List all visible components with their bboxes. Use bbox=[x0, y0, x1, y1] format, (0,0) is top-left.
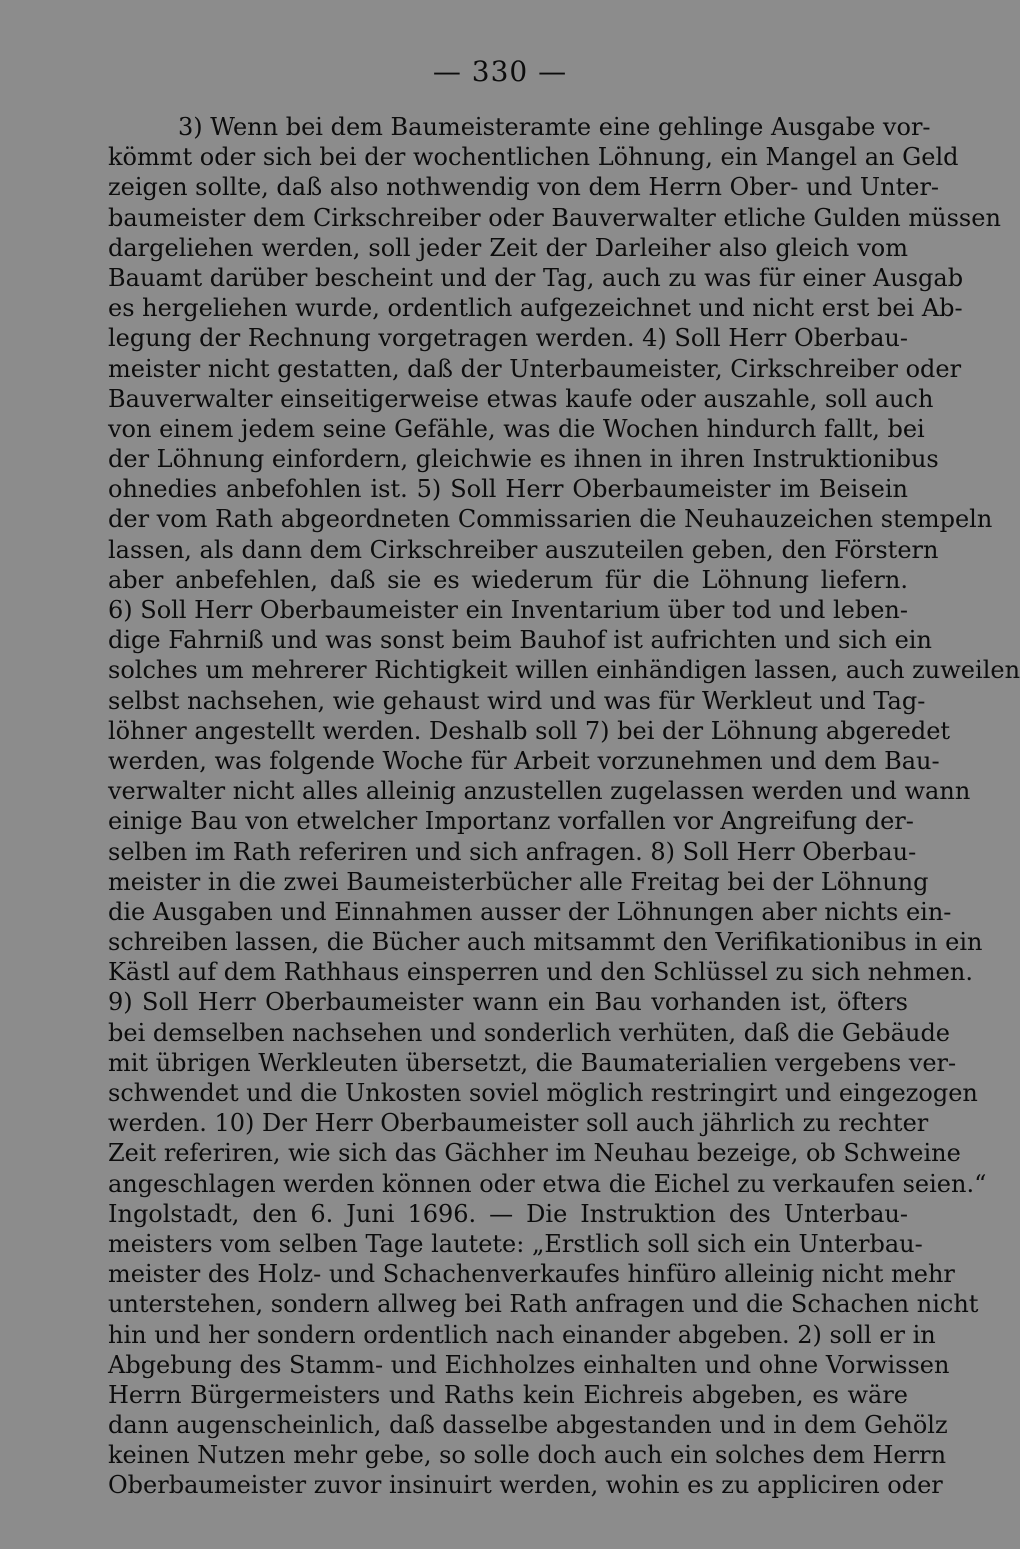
text-line: Bauamt darüber bescheint und der Tag, auch zu was für einer Ausgab bbox=[108, 263, 964, 292]
text-line: ohnedies anbefohlen ist. 5) Soll Herr Oberbaumeister im Beisein bbox=[108, 475, 908, 504]
text-line: werden. 10) Der Herr Oberbaumeister soll auch jährlich zu rechter bbox=[108, 1109, 929, 1138]
text-line: es hergeliehen wurde, ordentlich aufgezeichnet und nicht erst bei Ab- bbox=[108, 294, 963, 323]
body-text bbox=[108, 112, 1020, 1501]
text-line: Ingolstadt, den 6. Juni 1696. — Die Instruktion des Unterbau- bbox=[108, 1199, 908, 1228]
text-line: bei demselben nachsehen und sonderlich verhüten, daß die Gebäude bbox=[108, 1018, 951, 1047]
text-line: lassen, als dann dem Cirkschreiber auszuteilen geben, den Förstern bbox=[108, 535, 939, 564]
text-line: unterstehen, sondern allweg bei Rath anfragen und die Schachen nicht bbox=[108, 1290, 979, 1319]
text-line: Abgebung des Stamm- und Eichholzes einhalten und ohne Vorwissen bbox=[108, 1350, 950, 1379]
text-line: Zeit referiren, wie sich das Gächher im Neuhau bezeige, ob Schweine bbox=[108, 1139, 961, 1168]
text-line: dargeliehen werden, soll jeder Zeit der Darleiher also gleich vom bbox=[108, 233, 908, 262]
text-line: kömmt oder sich bei der wochentlichen Löhnung, ein Mangel an Geld bbox=[108, 143, 959, 172]
text-line: selben im Rath referiren und sich anfragen. 8) Soll Herr Oberbau- bbox=[108, 837, 917, 866]
text-line: aber anbefehlen, daß sie es wiederum für die Löhnung liefern. bbox=[108, 565, 908, 594]
page-number: — 330 — bbox=[432, 55, 568, 88]
text-line: hin und her sondern ordentlich nach einander abgeben. 2) soll er in bbox=[108, 1320, 936, 1349]
text-line: der vom Rath abgeordneten Commissarien die Neuhauzeichen stempeln bbox=[108, 505, 993, 534]
text-line: mit übrigen Werkleuten übersetzt, die Baumaterialien vergebens ver- bbox=[108, 1048, 957, 1077]
text-line: schreiben lassen, die Bücher auch mitsammt den Verifikationibus in ein bbox=[108, 928, 983, 957]
text-line: baumeister dem Cirkschreiber oder Bauverwalter etliche Gulden müssen bbox=[108, 203, 1001, 232]
text-line: zeigen sollte, daß also nothwendig von dem Herrn Ober- und Unter- bbox=[108, 173, 940, 202]
text-line: einige Bau von etwelcher Importanz vorfallen vor Angreifung der- bbox=[108, 807, 914, 836]
text-line: der Löhnung einfordern, gleichwie es ihnen in ihren Instruktionibus bbox=[108, 445, 939, 474]
text-line: löhner angestellt werden. Deshalb soll 7) bei der Löhnung abgeredet bbox=[108, 716, 951, 745]
text-line: dige Fahrniß und was sonst beim Bauhof ist aufrichten und sich ein bbox=[108, 626, 932, 655]
text-line: von einem jedem seine Gefähle, was die Wochen hindurch fallt, bei bbox=[108, 414, 925, 443]
text-line: 9) Soll Herr Oberbaumeister wann ein Bau vorhanden ist, öfters bbox=[108, 988, 908, 1017]
text-line: meisters vom selben Tage lautete: „Erstlich soll sich ein Unterbau- bbox=[108, 1229, 923, 1258]
text-line: schwendet und die Unkosten soviel möglich restringirt und eingezogen bbox=[108, 1079, 978, 1107]
text-line: meister des Holz- und Schachenverkaufes hinfüro alleinig nicht mehr bbox=[108, 1260, 955, 1289]
text-line: verwalter nicht alles alleinig anzustellen zugelassen werden und wann bbox=[108, 777, 971, 806]
text-line: angeschlagen werden können oder etwa die Eichel zu verkaufen seien.“ bbox=[108, 1169, 987, 1198]
text-line: Kästl auf dem Rathhaus einsperren und den Schlüssel zu sich nehmen. bbox=[108, 958, 973, 987]
text-line: Herrn Bürgermeisters und Raths kein Eichreis abgeben, es wäre bbox=[108, 1380, 908, 1409]
text-line: solches um mehrerer Richtigkeit willen einhändigen lassen, auch zuweilen bbox=[108, 656, 1020, 685]
text-line: Bauverwalter einseitigerweise etwas kaufe oder auszahle, soll auch bbox=[108, 384, 934, 413]
text-line: keinen Nutzen mehr gebe, so solle doch auch ein solches dem Herrn bbox=[108, 1441, 947, 1470]
text-line: werden, was folgende Woche für Arbeit vorzunehmen und dem Bau- bbox=[108, 746, 940, 775]
text-line: dann augenscheinlich, daß dasselbe abgestanden und in dem Gehölz bbox=[108, 1411, 948, 1440]
text-line: Oberbaumeister zuvor insinuirt werden, wohin es zu appliciren oder bbox=[108, 1471, 943, 1500]
text-line: meister nicht gestatten, daß der Unterbaumeister, Cirkschreiber oder bbox=[108, 354, 962, 383]
text-line: selbst nachsehen, wie gehaust wird und was für Werkleut und Tag- bbox=[108, 686, 926, 715]
text-line: die Ausgaben und Einnahmen ausser der Löhnungen aber nichts ein- bbox=[108, 897, 952, 926]
text-line: meister in die zwei Baumeisterbücher alle Freitag bei der Löhnung bbox=[108, 867, 929, 896]
text-line: 3) Wenn bei dem Baumeisteramte eine gehlinge Ausgabe vor- bbox=[178, 113, 931, 141]
text-line: legung der Rechnung vorgetragen werden. 4) Soll Herr Oberbau- bbox=[108, 324, 908, 353]
text-line: 6) Soll Herr Oberbaumeister ein Inventarium über tod und leben- bbox=[108, 596, 908, 624]
